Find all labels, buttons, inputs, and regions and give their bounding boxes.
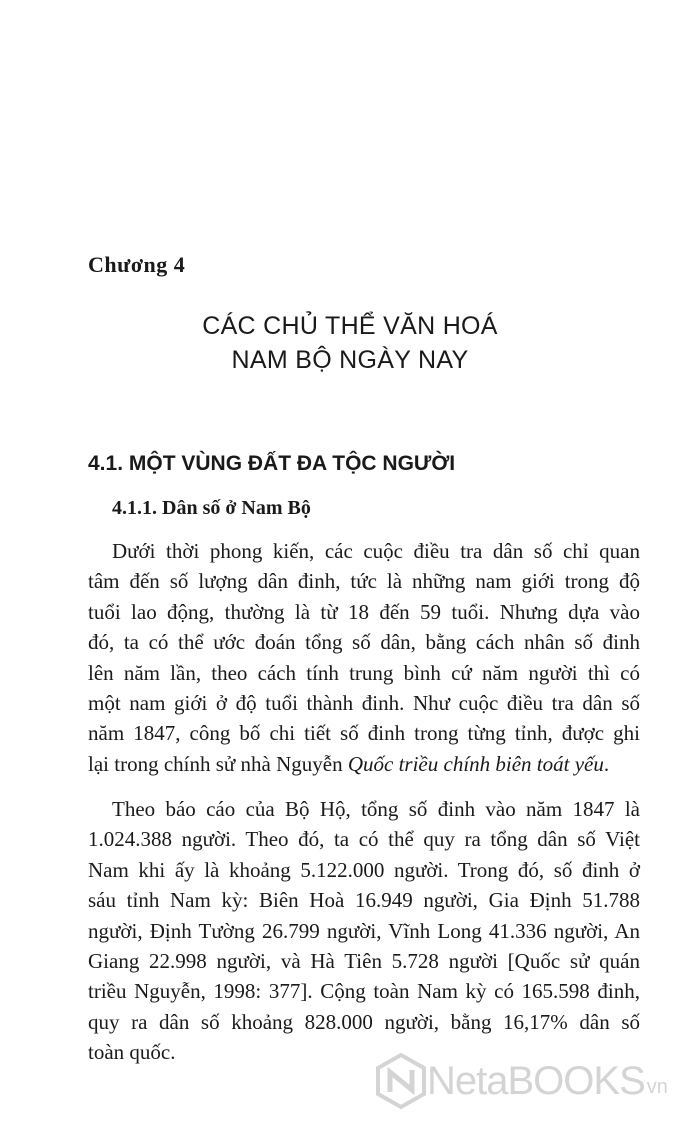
text-line: toàn quốc. — [88, 1040, 176, 1065]
watermark-brand: NetaBOOKS — [427, 1058, 645, 1103]
text-line: Giang 22.998 người, và Hà Tiên 5.728 người [Quốc sử quán — [88, 948, 640, 973]
chapter-title-line-1: CÁC CHỦ THỂ VĂN HOÁ — [202, 312, 498, 340]
watermark — [375, 1052, 668, 1110]
text-line: năm 1847, công bố chi tiết số đinh trong từng tỉnh, được ghi — [88, 721, 640, 746]
text-line: sáu tỉnh Nam kỳ: Biên Hoà 16.949 người, Gia Định 51.788 — [88, 888, 640, 913]
paragraph-2 — [88, 794, 640, 1068]
text-line: Dưới thời phong kiến, các cuộc điều tra dân số chỉ quan — [112, 539, 640, 563]
book-title-italic: Quốc triều chính biên toát yếu — [347, 751, 604, 776]
chapter-label: Chương 4 — [88, 252, 186, 277]
text-line: một nam giới ở độ tuổi thành đinh. Như cuộc điều tra dân số — [88, 690, 640, 715]
text-line: tuổi lao động, thường là từ 18 đến 59 tuổi. Nhưng dựa vào — [88, 599, 640, 624]
netabooks-logo-icon — [375, 1052, 427, 1110]
text-line: tâm đến số lượng dân đinh, tức là những nam giới trong độ — [88, 569, 640, 594]
text-line: Nam khi ấy là khoảng 5.122.000 người. Trong đó, số đinh ở — [88, 857, 640, 882]
text-end: . — [603, 751, 610, 776]
text-line: triều Nguyễn, 1998: 377]. Cộng toàn Nam kỳ có 165.598 đinh, — [88, 979, 640, 1004]
chapter-title-line-2: NAM BỘ NGÀY NAY — [231, 346, 469, 374]
text-plain: lại trong chính sử nhà Nguyễn — [88, 751, 348, 776]
subsection-heading: 4.1.1. Dân số ở Nam Bộ — [112, 497, 311, 519]
watermark-suffix: vn — [646, 1075, 668, 1098]
text-line: lên năm lần, theo cách tính trung bình cứ năm người thì có — [88, 660, 640, 685]
text-line: 1.024.388 người. Theo đó, ta có thể quy ra tổng dân số Việt — [88, 827, 640, 852]
text-line: quy ra dân số khoảng 828.000 người, bằng 16,17% dân số — [88, 1009, 640, 1034]
text-line: đó, ta có thể ước đoán tổng số dân, bằng cách nhân số đinh — [88, 630, 640, 655]
section-heading: 4.1. MỘT VÙNG ĐẤT ĐA TỘC NGƯỜI — [88, 452, 456, 475]
text-line — [88, 749, 640, 779]
paragraph-1 — [88, 536, 640, 779]
text-line: Theo báo cáo của Bộ Hộ, tổng số đinh vào năm 1847 là — [112, 797, 640, 821]
text-line: người, Định Tường 26.799 người, Vĩnh Long 41.336 người, An — [88, 918, 640, 943]
